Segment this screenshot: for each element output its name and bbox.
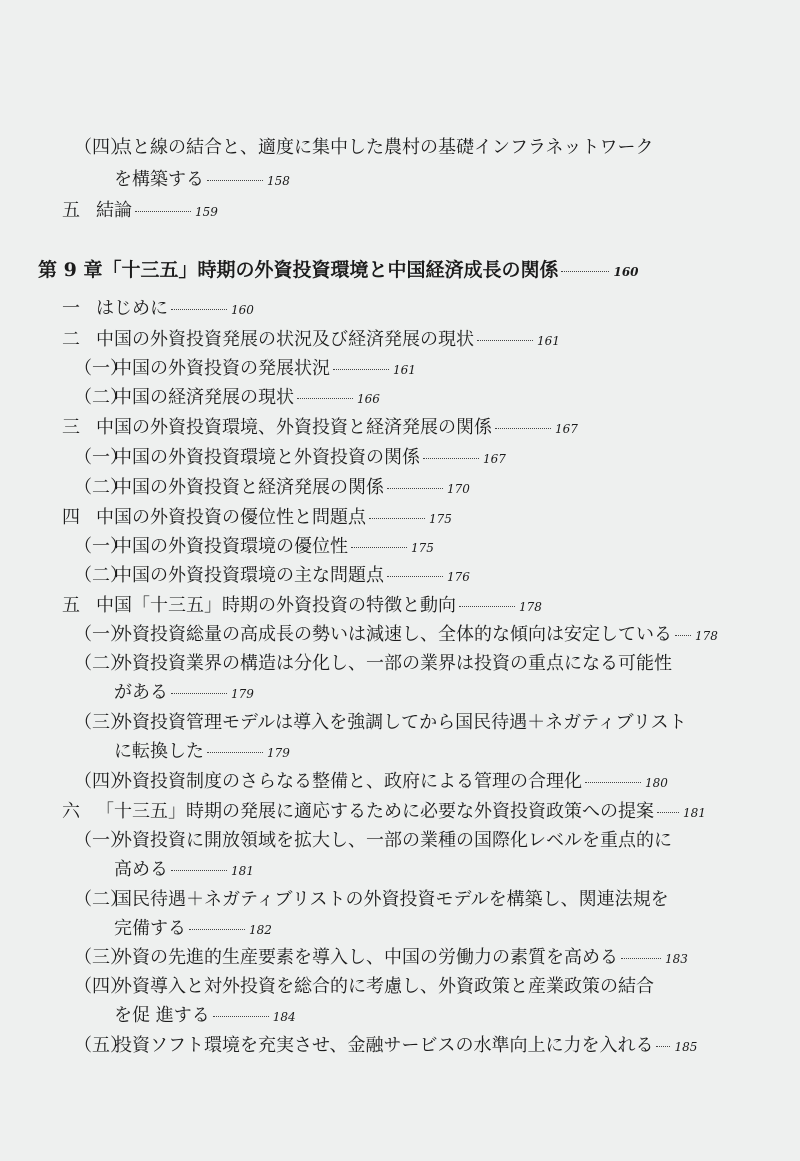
toc-entry[interactable] [74,476,470,501]
toc-entry[interactable] [74,136,653,160]
toc-entry[interactable] [74,357,416,382]
leader-dots [495,428,551,429]
toc-page-number: 160 [613,265,639,279]
toc-marker: 五 [62,595,80,616]
toc-page-number: 183 [665,952,688,966]
toc-marker: （二） [74,387,128,408]
toc-title: 外資の先進的生産要素を導入し、中国の労働力の素質を高める [114,947,618,968]
leader-dots [675,635,691,636]
toc-entry-continuation[interactable] [114,168,290,193]
toc-page-number: 179 [231,687,254,701]
toc-page-number: 175 [411,541,434,555]
toc-title-continuation: を構築する [114,169,204,190]
toc-page-number: 179 [267,746,290,760]
toc-title: 中国「十三五」時期の外資投資の特徴と動向 [96,595,456,616]
toc-entry[interactable] [74,535,434,560]
toc-marker: （一） [74,624,128,645]
leader-dots [423,458,479,459]
toc-entry[interactable] [62,506,452,531]
toc-entry[interactable] [74,623,718,648]
toc-entry-continuation[interactable] [114,1004,296,1029]
toc-marker: （一） [74,447,128,468]
chapter-title: 「十三五」時期の外資投資環境と中国経済成長の関係 [102,259,559,281]
toc-title: 結論 [96,200,132,221]
toc-title: 中国の外資投資環境の優位性 [114,536,348,557]
toc-title: はじめに [96,298,168,319]
toc-page-number: 166 [357,392,380,406]
toc-marker: 四 [62,507,80,528]
toc-marker: （二） [74,565,128,586]
toc-entry[interactable] [74,446,506,471]
toc-title: 中国の外資投資の発展状況 [114,358,330,379]
leader-dots [477,340,533,341]
leader-dots [621,958,661,959]
toc-title-continuation: を促 進する [114,1005,210,1026]
toc-marker: 六 [62,801,80,822]
toc-entry[interactable] [62,594,542,619]
toc-entry[interactable] [74,829,672,853]
toc-title: 中国の経済発展の現状 [114,387,294,408]
toc-entry-continuation[interactable] [114,681,254,706]
toc-page-number: 167 [555,422,578,436]
toc-title: 国民待遇＋ネガティブリストの外資投資モデルを構築し、関連法規を [114,889,669,910]
toc-marker: （二） [74,889,128,910]
leader-dots [657,812,679,813]
toc-entry[interactable] [62,416,578,441]
toc-entry-continuation[interactable] [114,740,290,765]
toc-entry[interactable] [74,564,470,589]
toc-title: 点と線の結合と、適度に集中した農村の基礎インフラネットワーク [114,137,654,158]
toc-marker: 五 [62,200,80,221]
toc-title: 「十三五」時期の発展に適応するために必要な外資投資政策への提案 [96,801,654,822]
toc-title-continuation: に転換した [114,741,204,762]
leader-dots [135,211,191,212]
toc-title: 外資投資制度のさらなる整備と、政府による管理の合理化 [114,771,582,792]
toc-title: 中国の外資投資環境の主な問題点 [114,565,384,586]
toc-page-number: 158 [267,174,290,188]
toc-marker: （二） [74,477,128,498]
leader-dots [171,693,227,694]
toc-marker: （四） [74,137,128,158]
toc-page-number: 160 [231,303,254,317]
toc-marker: （四） [74,771,128,792]
toc-title: 中国の外資投資環境、外資投資と経済発展の関係 [96,417,492,438]
leader-dots [656,1046,670,1047]
toc-marker: 二 [62,329,80,350]
toc-page-number: 185 [674,1040,698,1054]
toc-title: 外資投資管理モデルは導入を強調してから国民待遇＋ネガティブリスト [114,712,687,733]
toc-page-number: 184 [272,1010,296,1024]
toc-page-number: 161 [393,363,416,377]
toc-entry[interactable] [74,1034,697,1059]
toc-marker: （五） [74,1035,128,1056]
toc-entry-continuation[interactable] [114,917,272,942]
toc-entry-continuation[interactable] [114,858,254,883]
toc-marker: 一 [62,298,80,319]
toc-page-number: 181 [683,806,706,820]
toc-entry[interactable] [62,297,254,322]
toc-entry[interactable] [62,800,706,825]
toc-entry[interactable] [74,652,672,676]
toc-page-number: 182 [249,923,272,937]
toc-entry[interactable] [74,946,688,971]
leader-dots [585,782,641,783]
toc-title: 中国の外資投資と経済発展の関係 [114,477,384,498]
toc-page-number: 159 [195,205,218,219]
toc-title: 中国の外資投資環境と外資投資の関係 [114,447,420,468]
leader-dots [171,309,227,310]
toc-page-number: 181 [231,864,254,878]
toc-title: 投資ソフト環境を充実させ、金融サービスの水準向上に力を入れる [114,1035,654,1056]
toc-entry[interactable] [74,770,668,795]
toc-title-continuation: がある [114,682,168,703]
toc-chapter-entry[interactable] [38,258,639,284]
leader-dots [333,369,389,370]
toc-title-continuation: 高める [114,859,168,880]
toc-page-number: 178 [695,629,718,643]
toc-marker: （二） [74,653,128,674]
toc-marker: （三） [74,712,128,733]
leader-dots [369,518,425,519]
chapter-marker: 第 9 章 [38,259,103,281]
toc-entry[interactable] [74,888,669,912]
toc-marker: （一） [74,358,128,379]
leader-dots [189,929,245,930]
toc-marker: （四） [74,976,128,997]
toc-entry[interactable] [62,199,218,224]
toc-page-number: 176 [447,570,470,584]
toc-page-number: 170 [447,482,470,496]
toc-page-number: 167 [483,452,506,466]
leader-dots [459,606,515,607]
toc-entry[interactable] [74,975,654,999]
toc-entry[interactable] [62,328,560,353]
toc-title: 中国の外資投資発展の状況及び経済発展の現状 [96,329,474,350]
leader-dots [351,547,407,548]
toc-page-number: 180 [645,776,668,790]
leader-dots [207,752,263,753]
toc-page-number: 161 [537,334,560,348]
leader-dots [387,488,443,489]
toc-title: 外資投資業界の構造は分化し、一部の業界は投資の重点になる可能性 [114,653,672,674]
leader-dots [207,180,263,181]
toc-marker: （一） [74,536,128,557]
toc-title: 外資投資に開放領域を拡大し、一部の業種の国際化レベルを重点的に [114,830,672,851]
leader-dots [561,271,609,272]
toc-marker: （三） [74,947,128,968]
toc-title: 外資導入と対外投資を総合的に考慮し、外資政策と産業政策の結合 [114,976,654,997]
toc-entry[interactable] [74,711,687,735]
leader-dots [297,398,353,399]
toc-marker: 三 [62,417,80,438]
leader-dots [387,576,443,577]
toc-marker: （一） [74,830,128,851]
toc-page-number: 175 [429,512,452,526]
toc-title: 中国の外資投資の優位性と問題点 [96,507,366,528]
toc-page-number: 178 [519,600,542,614]
toc-entry[interactable] [74,386,380,411]
leader-dots [171,870,227,871]
toc-title-continuation: 完備する [114,918,186,939]
toc-title: 外資投資総量の高成長の勢いは減速し、全体的な傾向は安定している [114,624,672,645]
leader-dots [213,1016,269,1017]
